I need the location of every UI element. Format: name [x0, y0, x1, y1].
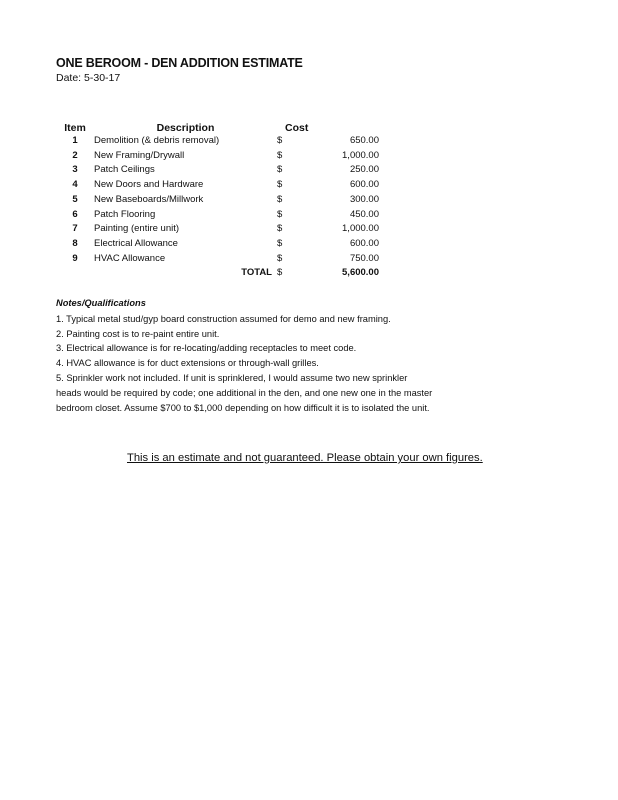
- total-label: TOTAL: [241, 267, 272, 279]
- table-row: [56, 178, 379, 193]
- row-item-number: 2: [72, 149, 78, 161]
- note-line: bedroom closet. Assume $700 to $1,000 depending on how difficult it is to isolated the unit.: [56, 402, 430, 413]
- row-description: Painting (entire unit): [94, 223, 180, 235]
- row-amount: 1,000.00: [342, 223, 379, 235]
- row-currency: $: [277, 237, 283, 249]
- header-cost: Cost: [285, 122, 309, 134]
- row-amount: 300.00: [349, 193, 379, 205]
- row-currency: $: [277, 164, 283, 176]
- estimate-table: [56, 120, 379, 281]
- row-amount: 250.00: [349, 164, 379, 176]
- note-line: 5. Sprinkler work not included. If unit is sprinklered, I would assume two new sprinkler: [56, 372, 408, 383]
- row-currency: $: [277, 193, 283, 205]
- disclaimer-text: This is an estimate and not guaranteed. Please obtain your own figures.: [127, 452, 483, 464]
- row-item-number: 6: [72, 208, 78, 220]
- row-currency: $: [277, 135, 283, 146]
- total-amount: 5,600.00: [342, 267, 379, 279]
- row-item-number: 5: [72, 193, 78, 205]
- notes-section: [56, 296, 526, 415]
- note-line: 4. HVAC allowance is for duct extensions or through-wall grilles.: [56, 358, 319, 369]
- row-amount: 600.00: [349, 237, 379, 249]
- table-row: [56, 252, 379, 267]
- note-line: heads would be required by code; one additional in the den, and one new one in the master: [56, 387, 433, 398]
- note-line: 2. Painting cost is to re-paint entire unit.: [56, 328, 220, 339]
- table-header-row: [56, 120, 379, 134]
- row-item-number: 1: [72, 135, 78, 146]
- row-description: HVAC Allowance: [94, 252, 166, 264]
- document-title: ONE BEROOM - DEN ADDITION ESTIMATE: [56, 56, 303, 70]
- table-row: [56, 222, 379, 237]
- note-line: 1. Typical metal stud/gyp board construction assumed for demo and new framing.: [56, 313, 391, 324]
- row-description: New Doors and Hardware: [94, 179, 204, 191]
- row-description: New Baseboards/Millwork: [94, 193, 204, 205]
- row-amount: 600.00: [349, 179, 379, 191]
- row-currency: $: [277, 149, 283, 161]
- note-line: 3. Electrical allowance is for re-locating/adding receptacles to meet code.: [56, 343, 357, 354]
- row-currency: $: [277, 208, 283, 220]
- table-row: [56, 163, 379, 178]
- header-description: Description: [156, 122, 215, 134]
- row-currency: $: [277, 252, 283, 264]
- table-row: [56, 193, 379, 208]
- table-row: [56, 237, 379, 252]
- header-item: Item: [64, 122, 86, 134]
- row-description: New Framing/Drywall: [94, 149, 185, 161]
- row-description: Patch Ceilings: [94, 164, 155, 176]
- row-item-number: 4: [72, 179, 78, 191]
- row-description: Patch Flooring: [94, 208, 156, 220]
- row-item-number: 9: [72, 252, 78, 264]
- row-description: Demolition (& debris removal): [94, 135, 220, 146]
- row-description: Electrical Allowance: [94, 237, 178, 249]
- total-currency: $: [277, 267, 283, 279]
- table-row: [56, 149, 379, 164]
- row-item-number: 7: [72, 223, 78, 235]
- notes-heading: Notes/Qualifications: [56, 298, 146, 308]
- document-date: Date: 5-30-17: [56, 72, 121, 84]
- row-item-number: 8: [72, 237, 78, 249]
- row-amount: 450.00: [349, 208, 379, 220]
- row-item-number: 3: [72, 164, 78, 176]
- row-currency: $: [277, 179, 283, 191]
- row-amount: 1,000.00: [342, 149, 379, 161]
- total-row: [56, 266, 379, 281]
- table-row: [56, 208, 379, 223]
- row-amount: 750.00: [349, 252, 379, 264]
- row-currency: $: [277, 223, 283, 235]
- table-row: [56, 134, 379, 149]
- row-amount: 650.00: [349, 135, 379, 146]
